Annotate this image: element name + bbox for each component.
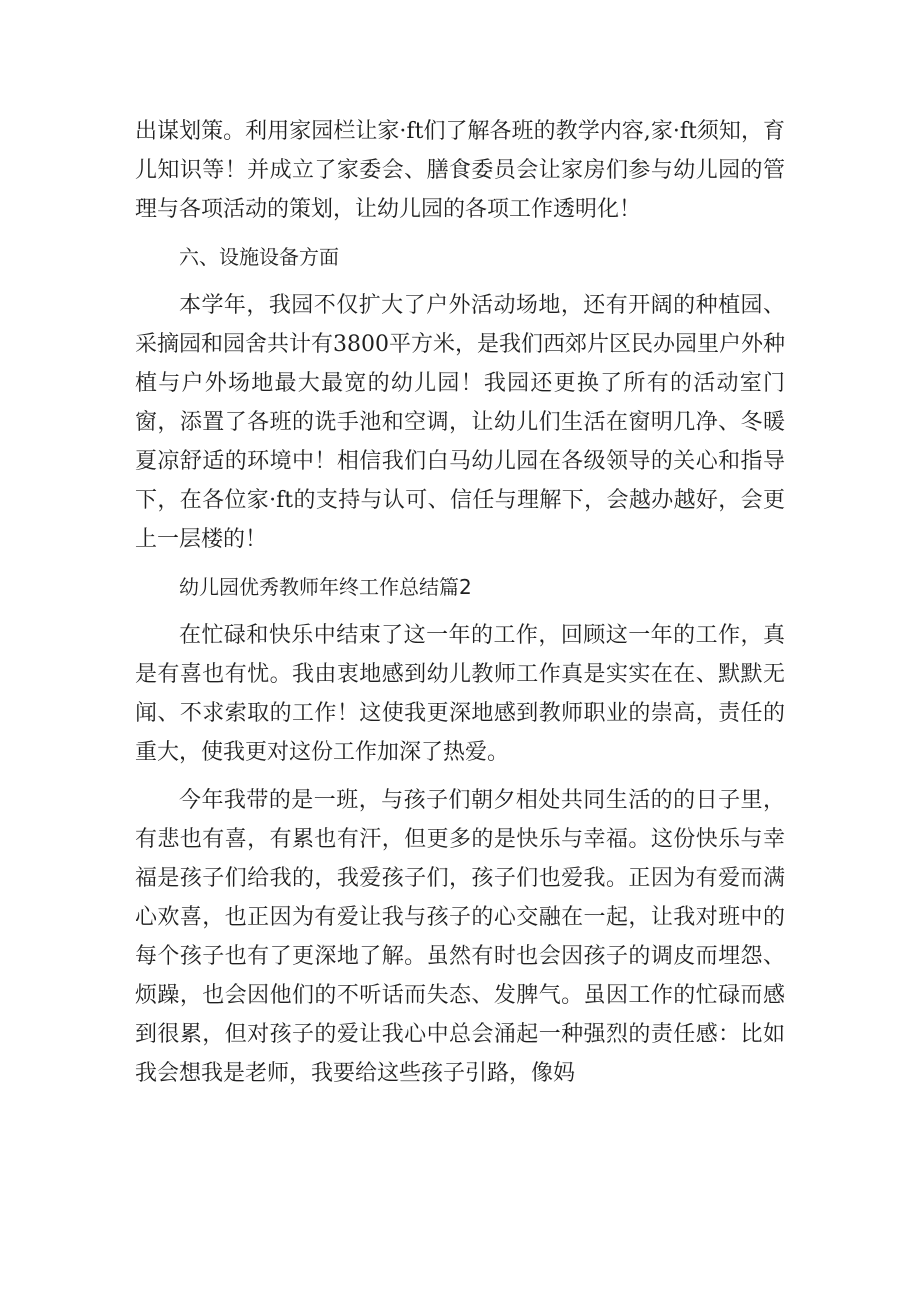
- paragraph-continued: 出谋划策。利用家园栏让家·ft们了解各班的教学内容,家·ft须知，育儿知识等！并成立了家委会、膳食委员会让家房们参与幼儿园的管理与各项活动的策划，让幼儿园的各项工作透明化！: [135, 119, 785, 222]
- paragraph-facilities: 本学年，我园不仅扩大了户外活动场地，还有开阔的种植园、采摘园和园舍共计有3800平方米，是我们西郊片区民办园里户外种植与户外场地最大最宽的幼儿园！我园还更换了所有的活动室门窗，添置了各班的诜手池和空调，让幼儿们生活在窗明几净、冬暖夏凉舒适的环境中！相信我们白马幼儿园在各级领导的关心和指导下，在各位家·ft的支持与认可、信任与理解下，会越办越好，会更上一层楼的！: [135, 293, 785, 552]
- article-title-part-2: 幼儿园优秀教师年终工作总结篇2: [179, 575, 472, 599]
- document-body: [135, 112, 785, 1093]
- spacer: [135, 772, 785, 781]
- spacer: [135, 277, 785, 286]
- spacer: [135, 229, 785, 238]
- paragraph-class-life: 今年我带的是一班，与孩子们朝夕相处共同生活的的日子里，有悲也有喜，有累也有汗，但更多的是快乐与幸福。这份快乐与幸福是孩子们给我的，我爱孩子们，孩子们也爱我。正因为有爱而满心欢喜，也正因为有爱让我与孩子的心交融在一起，让我对班中的每个孩子也有了更深地了解。虽然有时也会因孩子的调皮而埋怨、烦躁，也会因他们的不听话而失态、发脾气。虽因工作的忙碌而感到很累，但对孩子的爱让我心中总会涌起一种强烈的责任感：比如我会想我是老师，我要给这些孩子引路，像妈: [135, 788, 785, 1086]
- spacer: [135, 559, 785, 568]
- paragraph-year-review: 在忙碌和快乐中结束了这一年的工作，回顾这一年的工作，真是有喜也有忧。我由衷地感到幼儿教师工作真是实实在在、默默无闻、不求索取的工作！这使我更深地感到教师职业的崇高，责任的重大，使我更对这份工作加深了热爱。: [135, 623, 785, 765]
- section-heading-facilities: 六、设施设备方面: [179, 245, 339, 269]
- spacer: [135, 607, 785, 616]
